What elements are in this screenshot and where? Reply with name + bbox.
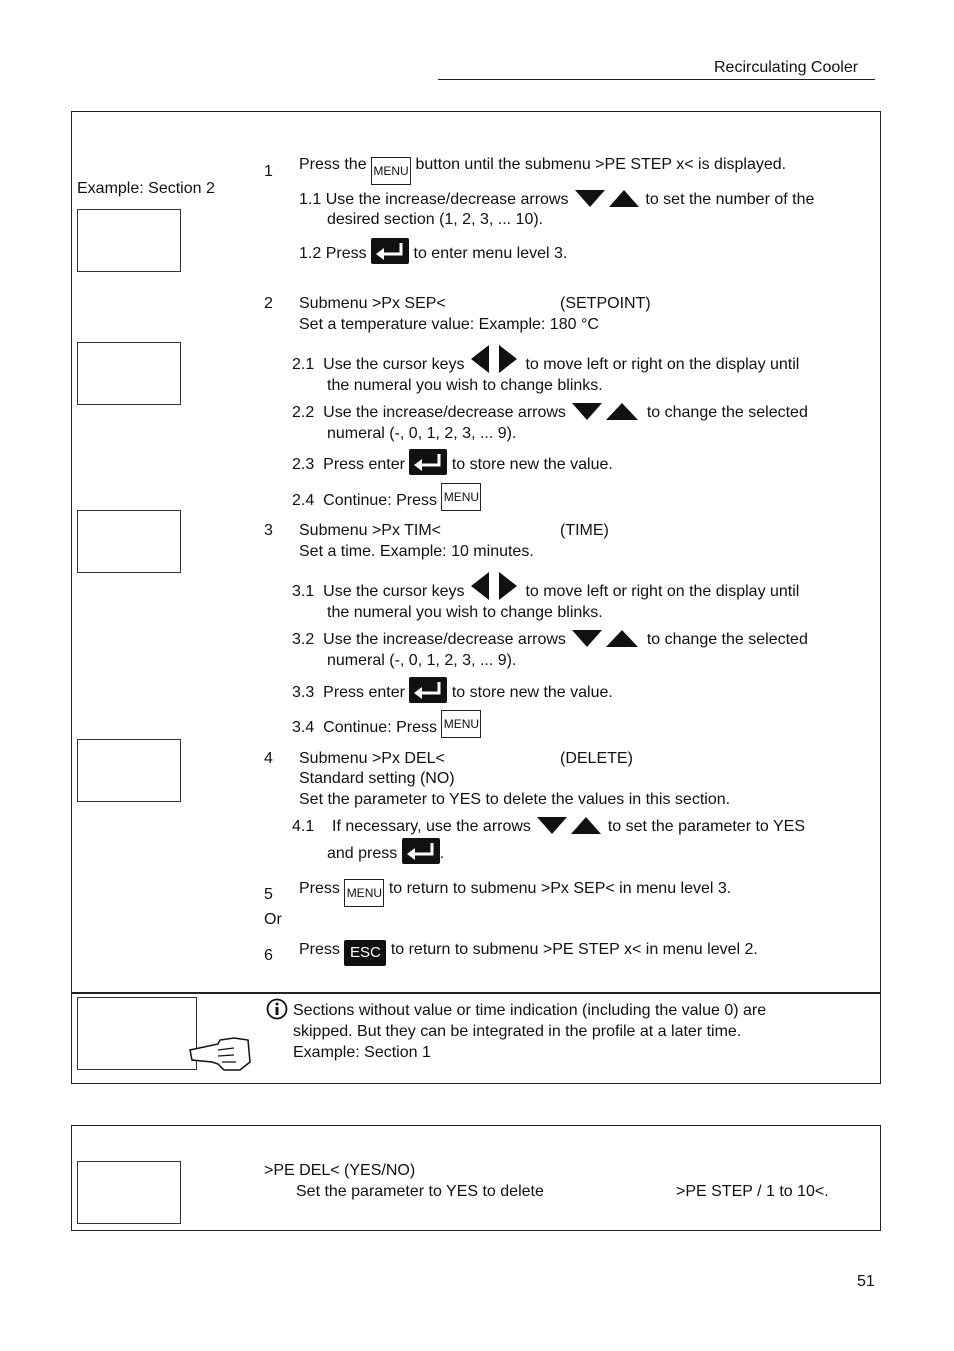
substep-number: 3.4 (292, 719, 315, 736)
step-number: 5 (264, 886, 273, 903)
delete-profile-box (71, 1125, 881, 1231)
display-profile-delete (77, 1161, 181, 1224)
step2-2-pre: Use the increase/decrease arrows (323, 404, 566, 421)
step1-2-text (299, 238, 567, 264)
step4-1-line2-pre: and press (327, 845, 398, 862)
step-number: 4 (264, 750, 273, 767)
step6-post: to return to submenu >PE STEP x< in menu level 2. (390, 941, 758, 958)
bottom-title: >PE DEL< (YES/NO) (264, 1162, 416, 1179)
step2-3-text (292, 449, 613, 475)
step3-1-pre: Use the cursor keys (323, 583, 465, 600)
display-delete (77, 739, 181, 802)
step4-1-pre: If necessary, use the arrows (332, 818, 531, 835)
or-label: Or (264, 911, 282, 928)
step3-2-pre: Use the increase/decrease arrows (323, 631, 566, 648)
substep-number: 2.1 (292, 356, 315, 373)
enter-key-icon (371, 238, 409, 264)
step2-desc: Set a temperature value: Example: 180 °C (299, 316, 599, 333)
substep-number: 2.2 (292, 404, 315, 421)
substep-number: 3.3 (292, 684, 315, 701)
step2-4-text (292, 483, 481, 511)
step4-tag: (DELETE) (560, 750, 633, 767)
display-time (77, 510, 181, 573)
step5-post: to return to submenu >Px SEP< in menu level 3. (388, 880, 732, 897)
step3-3-text (292, 677, 613, 703)
up-down-arrows-icon (570, 401, 642, 423)
menu-key-icon: MENU (371, 157, 411, 185)
menu-key-icon: MENU (441, 483, 481, 511)
substep-number: 3.1 (292, 583, 315, 600)
step2-2-text (292, 401, 808, 423)
step1-1-text (299, 188, 814, 210)
step3-1-text (292, 570, 799, 602)
display-setpoint (77, 342, 181, 405)
step3-2-text (292, 628, 808, 650)
step1-text (299, 156, 786, 185)
step3-3-post: to store new the value. (451, 684, 613, 701)
step4-1-text (292, 815, 805, 837)
step4-title: Submenu >Px DEL< (299, 750, 445, 767)
step2-1-pre: Use the cursor keys (323, 356, 465, 373)
example-label: Example: Section 2 (77, 180, 215, 197)
step-number: 6 (264, 947, 273, 964)
step1-1-line2: desired section (1, 2, 3, ... 10). (327, 211, 544, 228)
step4-1-line2-post: . (439, 845, 445, 862)
step5-pre: Press (299, 880, 340, 897)
step2-title: Submenu >Px SEP< (299, 295, 446, 312)
esc-key-icon: ESC (344, 940, 386, 966)
step3-2-line2: numeral (-, 0, 1, 2, 3, ... 9). (327, 652, 517, 669)
step3-1-line2: the numeral you wish to change blinks. (327, 604, 603, 621)
step2-tag: (SETPOINT) (560, 295, 651, 312)
note-line-2: skipped. But they can be integrated in the profile at a later time. (293, 1023, 742, 1040)
up-down-arrows-icon (573, 188, 641, 210)
step1-2-pre: 1.2 Press (299, 245, 367, 262)
note-divider (71, 992, 881, 994)
display-section-step (77, 209, 181, 272)
step1-pre: Press the (299, 156, 367, 173)
bottom-line-pre: Set the parameter to YES to delete (296, 1183, 544, 1200)
step2-4-pre: Continue: Press (323, 492, 437, 509)
step4-1-line2 (327, 838, 444, 864)
step2-3-pre: Press enter (323, 456, 405, 473)
pointing-hand-icon (188, 1032, 252, 1074)
substep-number: 4.1 (292, 818, 315, 835)
step-number: 3 (264, 522, 273, 539)
page-number: 51 (857, 1273, 875, 1290)
substep-number: 2.3 (292, 456, 315, 473)
step3-title: Submenu >Px TIM< (299, 522, 441, 539)
step1-1-post: to set the number of the (645, 191, 815, 208)
step3-4-text (292, 710, 481, 738)
cursor-left-right-icon (469, 343, 521, 375)
step1-1-pre: 1.1 Use the increase/decrease arrows (299, 191, 569, 208)
step1-2-post: to enter menu level 3. (413, 245, 568, 262)
step-number: 1 (264, 163, 273, 180)
step3-tag: (TIME) (560, 522, 609, 539)
step6-text (299, 940, 758, 966)
step2-1-line2: the numeral you wish to change blinks. (327, 377, 603, 394)
step3-2-post: to change the selected (646, 631, 808, 648)
enter-key-icon (409, 677, 447, 703)
note-line-3: Example: Section 1 (293, 1044, 431, 1061)
step2-3-post: to store new the value. (451, 456, 613, 473)
step2-1-text (292, 343, 799, 375)
substep-number: 2.4 (292, 492, 315, 509)
step4-line2: Standard setting (NO) (299, 770, 455, 787)
display-section-1 (77, 997, 197, 1070)
header-rule (438, 79, 875, 80)
enter-key-icon (409, 449, 447, 475)
step3-desc: Set a time. Example: 10 minutes. (299, 543, 534, 560)
menu-key-icon: MENU (344, 879, 384, 907)
step1-post: button until the submenu >PE STEP x< is displayed. (415, 156, 787, 173)
info-icon (266, 998, 288, 1020)
step6-pre: Press (299, 941, 340, 958)
step2-1-post: to move left or right on the display until (525, 356, 800, 373)
cursor-left-right-icon (469, 570, 521, 602)
step5-text (299, 879, 731, 907)
step2-2-line2: numeral (-, 0, 1, 2, 3, ... 9). (327, 425, 517, 442)
step3-1-post: to move left or right on the display until (525, 583, 800, 600)
step-number: 2 (264, 295, 273, 312)
step4-line3: Set the parameter to YES to delete the values in this section. (299, 791, 731, 808)
step2-2-post: to change the selected (646, 404, 808, 421)
up-down-arrows-icon (570, 628, 642, 650)
enter-key-icon (402, 838, 440, 864)
substep-number: 3.2 (292, 631, 315, 648)
bottom-line-post: >PE STEP / 1 to 10<. (676, 1183, 829, 1200)
step3-4-pre: Continue: Press (323, 719, 437, 736)
running-header: Recirculating Cooler (714, 59, 859, 76)
step3-3-pre: Press enter (323, 684, 405, 701)
step4-1-post: to set the parameter to YES (607, 818, 805, 835)
note-line-1: Sections without value or time indication (including the value 0) are (293, 1002, 767, 1019)
up-down-arrows-icon (535, 815, 603, 837)
menu-key-icon: MENU (441, 710, 481, 738)
